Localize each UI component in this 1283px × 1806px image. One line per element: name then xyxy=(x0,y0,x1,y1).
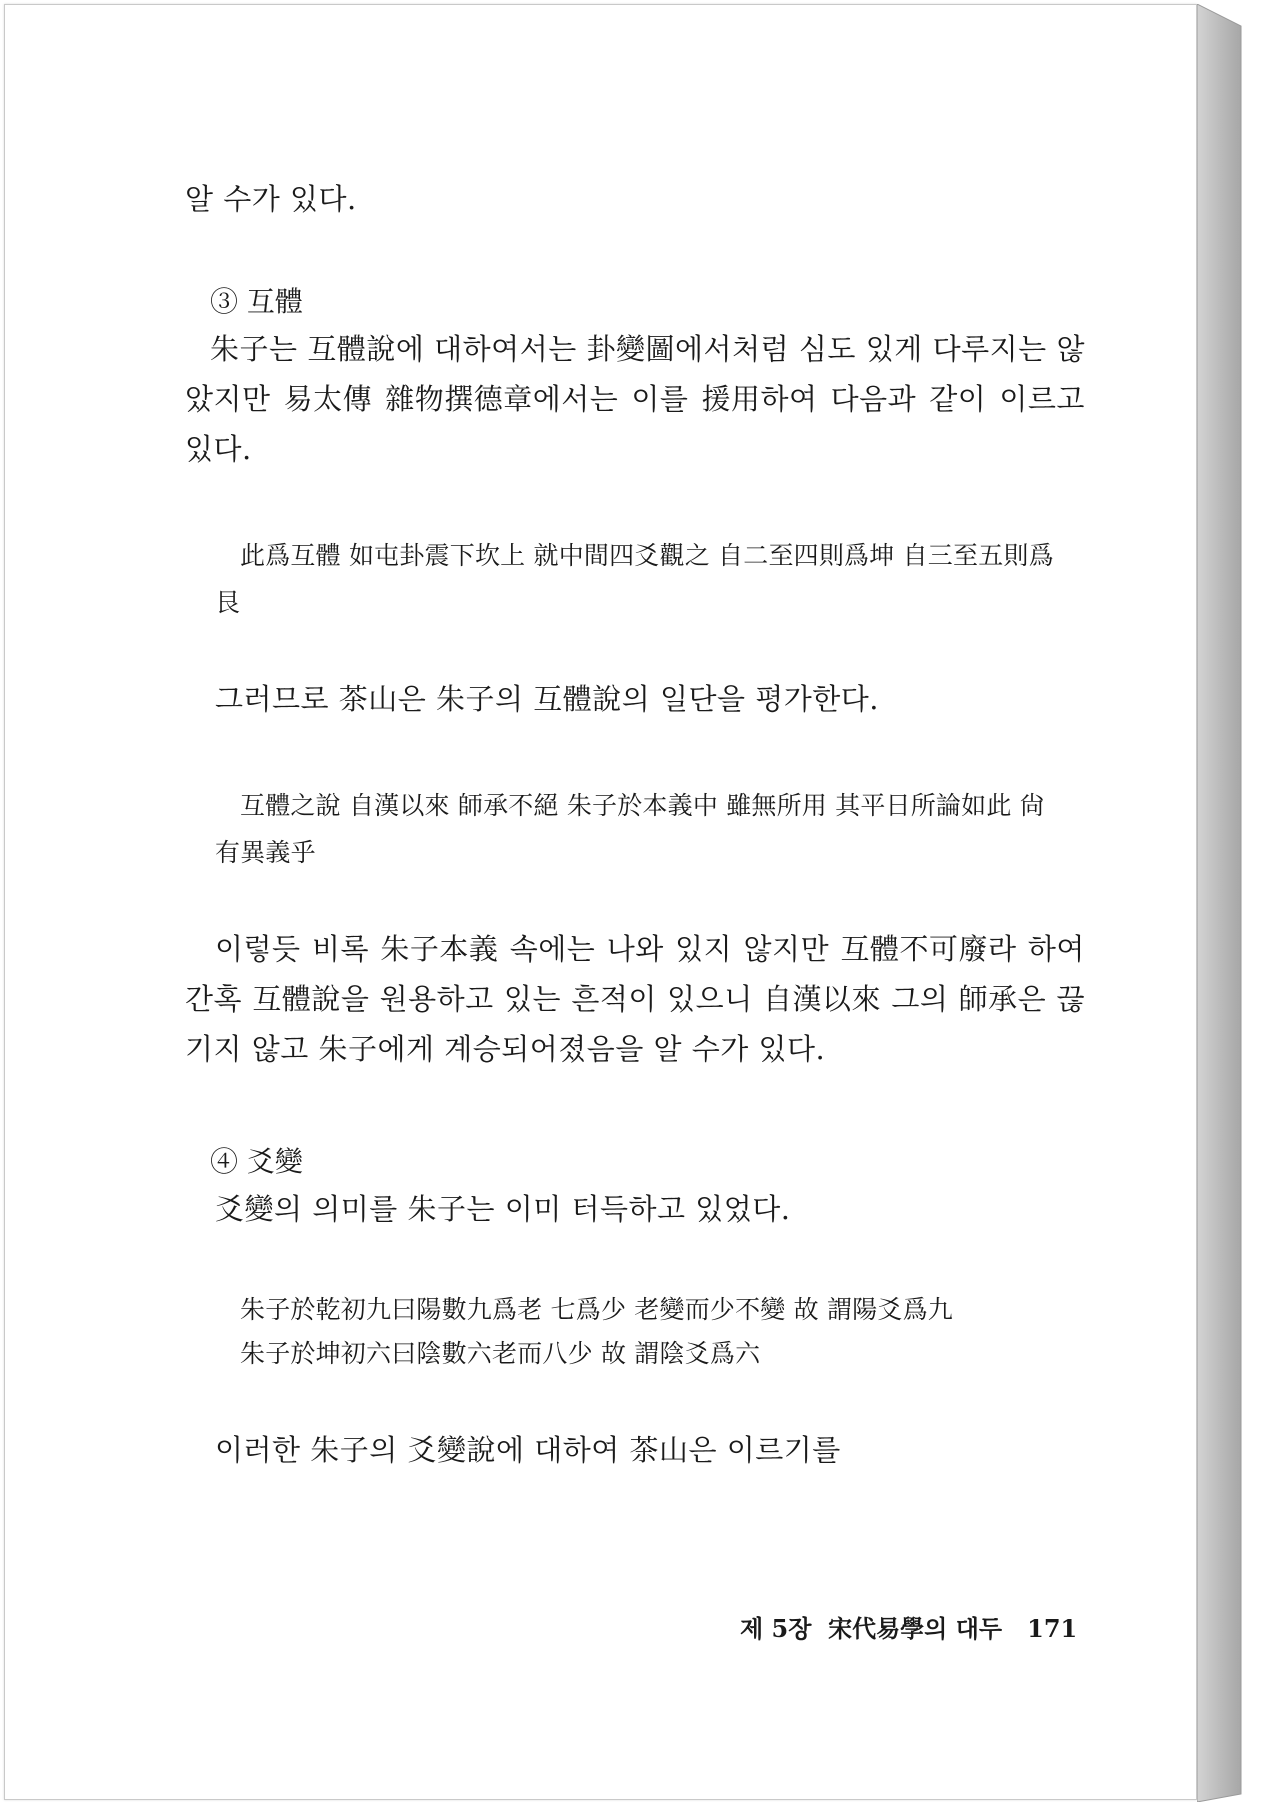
quotation-line: 朱子於坤初六曰陰數六老而八少 故 謂陰爻爲六 xyxy=(240,1339,761,1368)
body-text-line: 기지 않고 朱子에게 계승되어졌음을 알 수가 있다. xyxy=(185,1032,826,1066)
book-page xyxy=(4,4,1197,1800)
quotation-line: 有異義乎 xyxy=(215,838,316,867)
page-number: 171 xyxy=(1027,1614,1078,1643)
footer-chapter: 제 5장 xyxy=(740,1614,812,1643)
section-heading: ③ 互體 xyxy=(210,285,303,318)
running-footer xyxy=(740,1614,1078,1643)
body-text-line: 이렇듯 비록 朱子本義 속에는 나와 있지 않지만 互體不可廢라 하여 xyxy=(215,932,1085,966)
body-text-line: 朱子는 互體說에 대하여서는 卦變圖에서처럼 심도 있게 다루지는 않 xyxy=(210,332,1085,366)
quotation-line: 互體之說 自漢以來 師承不絕 朱子於本義中 雖無所用 其平日所論如此 尙 xyxy=(240,791,1045,820)
quotation-line: 朱子於乾初九曰陽數九爲老 七爲少 老變而少不變 故 謂陽爻爲九 xyxy=(240,1295,953,1324)
body-text-line: 있다. xyxy=(185,432,252,466)
body-text-line: 그러므로 茶山은 朱子의 互體說의 일단을 평가한다. xyxy=(215,682,880,716)
body-text-line: 爻變의 의미를 朱子는 이미 터득하고 있었다. xyxy=(215,1192,791,1226)
quotation-line: 此爲互體 如屯卦震下坎上 就中間四爻觀之 自二至四則爲坤 自三至五則爲 xyxy=(240,541,1054,570)
quotation-line: 艮 xyxy=(215,588,241,617)
page-block-edge xyxy=(1197,4,1245,1802)
body-text-line: 이러한 朱子의 爻變說에 대하여 茶山은 이르기를 xyxy=(215,1433,841,1467)
section-heading: ④ 爻變 xyxy=(210,1145,303,1178)
body-text-line: 았지만 易太傳 雜物撰德章에서는 이를 援用하여 다음과 같이 이르고 xyxy=(185,382,1085,416)
body-text-line: 간혹 互體說을 원용하고 있는 흔적이 있으니 自漢以來 그의 師承은 끊 xyxy=(185,982,1085,1016)
body-text-line: 알 수가 있다. xyxy=(185,182,357,216)
footer-title: 宋代易學의 대두 xyxy=(828,1614,1003,1643)
